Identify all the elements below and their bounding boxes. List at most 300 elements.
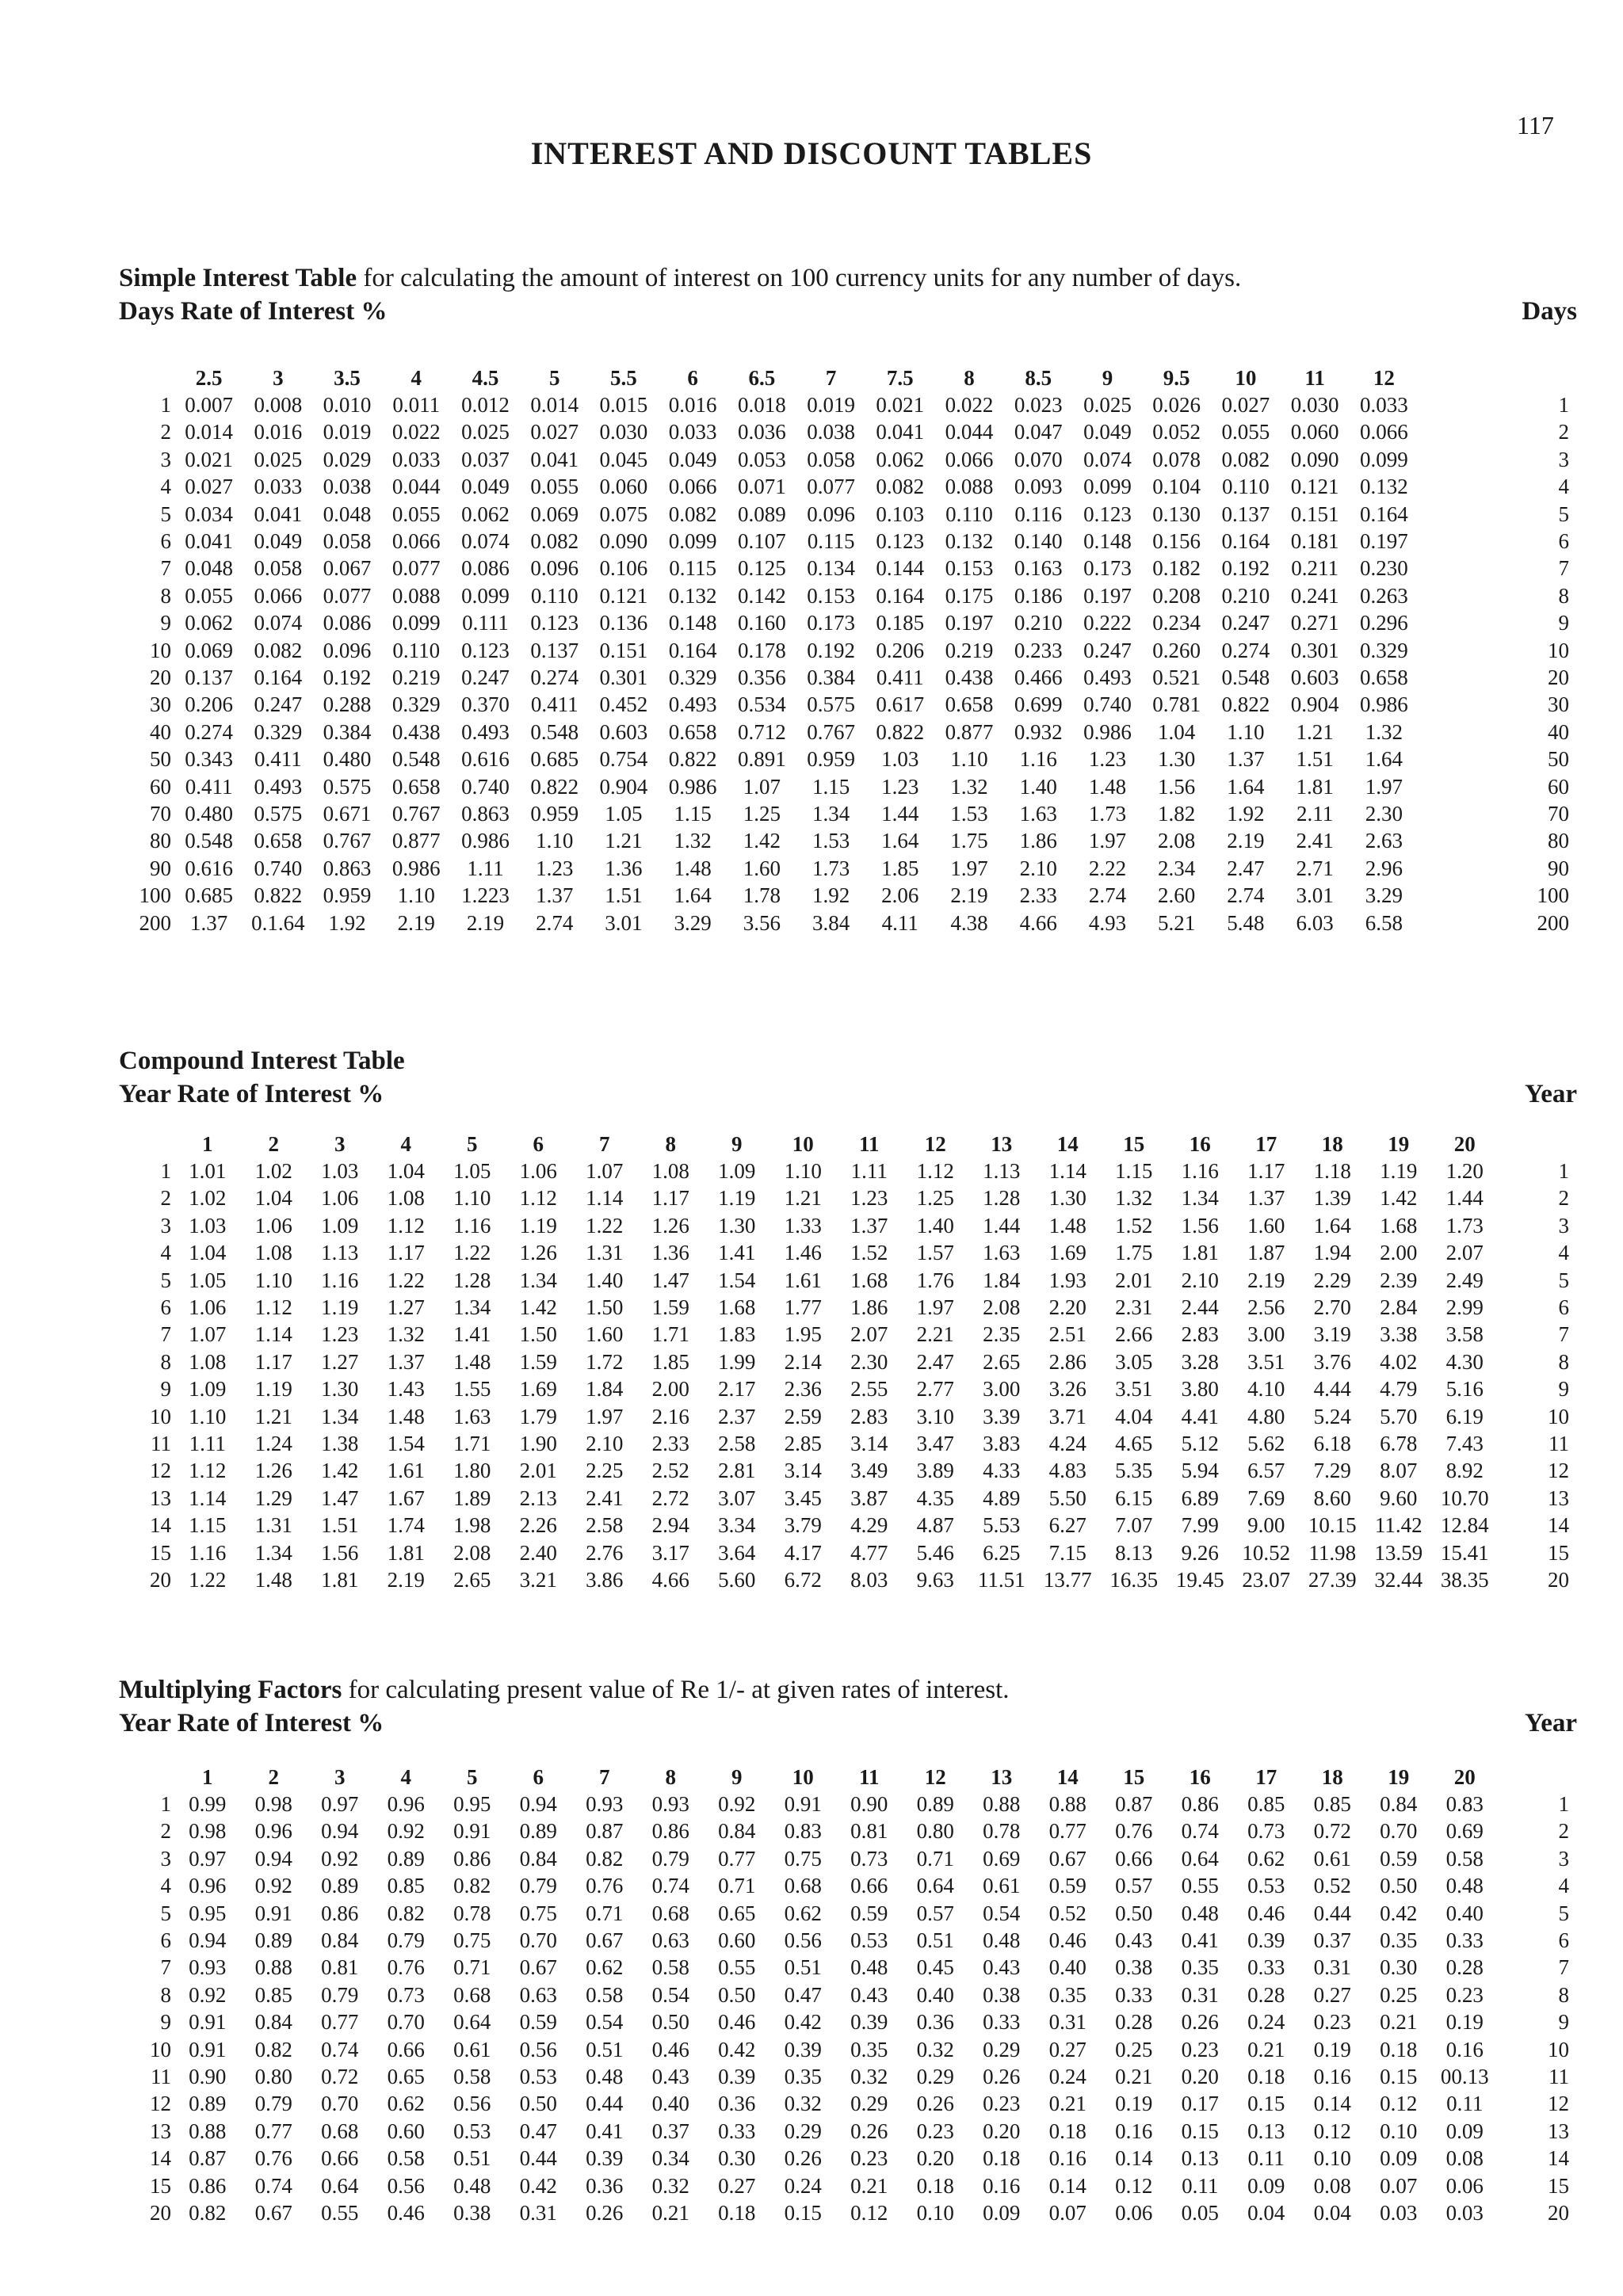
row-label-right: 11 [1549, 1431, 1569, 1455]
table-cell: 1.12 [387, 1213, 425, 1238]
table-row [119, 828, 1569, 855]
table-cell: 0.48 [586, 2064, 624, 2088]
table-cell: 0.197 [945, 611, 994, 635]
table-cell: 0.44 [519, 2146, 557, 2171]
table-cell: 6.58 [1365, 910, 1403, 935]
present-value-subtitle [119, 1707, 1577, 1740]
table-cell: 1.32 [1365, 719, 1403, 744]
table-cell: 0.26 [784, 2146, 822, 2171]
row-label: 30 [150, 692, 171, 717]
table-cell: 0.137 [1221, 502, 1270, 526]
table-cell: 0.75 [519, 1901, 557, 1925]
table-cell: 0.40 [1048, 1955, 1086, 1980]
table-cell: 1.30 [321, 1377, 359, 1402]
row-label-right: 4 [1558, 475, 1569, 499]
table-cell: 1.14 [1048, 1159, 1086, 1184]
rate-header: 10 [1235, 365, 1257, 390]
table-cell: 0.94 [254, 1846, 292, 1871]
rate-header: 13 [991, 1764, 1013, 1789]
table-cell: 0.85 [1313, 1792, 1351, 1817]
table-cell: 19.45 [1175, 1567, 1224, 1592]
row-label-right: 10 [1548, 1404, 1569, 1428]
table-cell: 0.59 [850, 1901, 888, 1925]
row-label: 5 [160, 502, 171, 526]
table-row [119, 1158, 1569, 1184]
table-cell: 0.052 [1152, 420, 1201, 444]
table-cell: 2.56 [1247, 1295, 1285, 1320]
table-cell: 0.86 [321, 1901, 359, 1925]
row-label-right: 7 [1558, 1322, 1569, 1347]
table-cell: 1.17 [254, 1349, 292, 1374]
table-cell: 3.51 [1247, 1349, 1285, 1374]
table-cell: 0.107 [737, 529, 786, 554]
table-cell: 0.21 [1048, 2092, 1086, 2116]
table-cell: 0.329 [254, 719, 303, 744]
table-cell: 2.74 [1088, 883, 1127, 908]
table-cell: 0.05 [1181, 2200, 1219, 2225]
table-cell: 1.37 [536, 883, 574, 908]
table-cell: 0.110 [1222, 475, 1270, 499]
table-cell: 1.10 [189, 1404, 227, 1428]
table-cell: 0.43 [850, 1982, 888, 2007]
table-cell: 0.086 [461, 556, 510, 581]
table-cell: 0.04 [1313, 2200, 1351, 2225]
table-cell: 2.30 [850, 1349, 888, 1374]
table-cell: 2.63 [1365, 829, 1403, 853]
table-cell: 3.17 [651, 1540, 689, 1565]
table-cell: 0.23 [850, 2146, 888, 2171]
row-label: 5 [160, 1901, 171, 1925]
table-row [119, 1791, 1569, 1817]
row-label: 9 [160, 1377, 171, 1402]
row-label-right: 6 [1558, 1295, 1569, 1320]
table-cell: 0.13 [1247, 2119, 1285, 2143]
table-cell: 0.84 [1380, 1792, 1418, 1817]
rate-header: 8.5 [1025, 365, 1052, 390]
table-cell: 0.81 [321, 1955, 359, 1980]
table-cell: 0.047 [1014, 420, 1063, 444]
table-cell: 0.88 [189, 2119, 227, 2143]
table-cell: 3.49 [850, 1459, 888, 1483]
table-cell: 0.50 [1115, 1901, 1153, 1925]
table-cell: 1.47 [651, 1268, 689, 1292]
table-cell: 0.29 [983, 2037, 1021, 2061]
table-cell: 0.329 [391, 692, 441, 717]
table-cell: 0.115 [669, 556, 717, 581]
table-cell: 0.93 [189, 1955, 227, 1980]
table-cell: 0.153 [807, 583, 855, 608]
row-label: 200 [139, 910, 171, 935]
table-cell: 0.671 [323, 801, 372, 826]
rate-header: 5 [467, 1764, 478, 1789]
row-label-right: 7 [1558, 1955, 1569, 1980]
table-cell: 0.288 [323, 692, 372, 717]
table-cell: 0.130 [1152, 502, 1201, 526]
table-cell: 1.18 [1313, 1159, 1351, 1184]
table-cell: 0.053 [737, 447, 786, 471]
header-spacer [1419, 364, 1569, 391]
table-cell: 1.94 [1313, 1241, 1351, 1265]
table-cell: 0.91 [189, 2010, 227, 2035]
table-cell: 4.02 [1380, 1349, 1418, 1374]
table-cell: 0.301 [599, 665, 648, 689]
table-cell: 4.77 [850, 1540, 888, 1565]
table-cell: 0.92 [321, 1846, 359, 1871]
table-cell: 0.45 [916, 1955, 954, 1980]
table-cell: 1.28 [983, 1186, 1021, 1211]
table-cell: 0.75 [784, 1846, 822, 1871]
table-cell: 2.83 [850, 1404, 888, 1428]
table-cell: 8.03 [850, 1567, 888, 1592]
table-cell: 0.863 [461, 801, 510, 826]
table-cell: 0.197 [1359, 529, 1408, 554]
table-cell: 11.42 [1374, 1513, 1423, 1538]
table-cell: 0.94 [519, 1792, 557, 1817]
table-cell: 0.271 [1290, 611, 1339, 635]
row-label-right: 12 [1548, 2092, 1569, 2116]
rate-header: 3.5 [334, 365, 361, 390]
table-cell: 0.093 [1014, 475, 1063, 499]
table-cell: 0.20 [916, 2146, 954, 2171]
table-cell: 1.85 [881, 856, 919, 880]
table-row [119, 1267, 1569, 1294]
row-label: 3 [160, 1846, 171, 1871]
table-cell: 0.069 [185, 638, 233, 662]
table-cell: 0.480 [323, 747, 372, 772]
rate-header-row [119, 1764, 1569, 1791]
table-cell: 0.91 [189, 2037, 227, 2061]
table-cell: 1.05 [605, 801, 643, 826]
table-cell: 1.56 [1158, 774, 1196, 799]
table-cell: 0.049 [254, 529, 303, 554]
table-cell: 0.86 [651, 1819, 689, 1844]
table-cell: 1.41 [718, 1241, 756, 1265]
table-cell: 0.31 [519, 2200, 557, 2225]
table-cell: 1.48 [254, 1567, 292, 1592]
table-cell: 0.044 [945, 420, 994, 444]
table-cell: 0.219 [945, 638, 994, 662]
table-cell: 0.074 [461, 529, 510, 554]
table-row [119, 1539, 1569, 1566]
table-cell: 0.57 [1115, 1874, 1153, 1898]
table-cell: 0.142 [737, 583, 786, 608]
rate-header: 9 [731, 1131, 743, 1156]
table-cell: 10.15 [1308, 1513, 1357, 1538]
table-row [119, 637, 1569, 664]
table-cell: 2.72 [651, 1486, 689, 1510]
table-cell: 0.47 [519, 2119, 557, 2143]
table-cell: 1.03 [881, 747, 919, 772]
row-label: 15 [150, 1540, 171, 1565]
table-cell: 0.181 [1290, 529, 1339, 554]
table-cell: 0.026 [1152, 393, 1201, 418]
table-cell: 1.34 [1181, 1186, 1219, 1211]
table-cell: 0.186 [1014, 583, 1063, 608]
row-label: 2 [160, 1186, 171, 1211]
table-cell: 0.35 [850, 2037, 888, 2061]
table-cell: 0.28 [1115, 2010, 1153, 2035]
table-cell: 0.67 [1048, 1846, 1086, 1871]
table-cell: 0.011 [392, 393, 441, 418]
table-cell: 0.72 [321, 2064, 359, 2088]
table-cell: 1.36 [605, 856, 643, 880]
row-label: 4 [160, 475, 171, 499]
table-cell: 0.67 [519, 1955, 557, 1980]
table-cell: 1.04 [387, 1159, 425, 1184]
table-cell: 1.23 [321, 1322, 359, 1347]
table-cell: 1.32 [1115, 1186, 1153, 1211]
table-cell: 0.110 [392, 638, 441, 662]
table-cell: 0.94 [321, 1819, 359, 1844]
table-cell: 0.51 [586, 2037, 624, 2061]
table-cell: 1.12 [189, 1459, 227, 1483]
table-cell: 1.23 [850, 1186, 888, 1211]
table-cell: 1.64 [1365, 747, 1403, 772]
table-cell: 0.027 [530, 420, 579, 444]
table-cell: 1.10 [397, 883, 435, 908]
table-cell: 1.97 [1088, 829, 1127, 853]
table-cell: 0.1.64 [251, 910, 305, 935]
table-cell: 0.66 [1115, 1846, 1153, 1871]
table-cell: 4.04 [1115, 1404, 1153, 1428]
table-cell: 1.93 [1048, 1268, 1086, 1292]
table-cell: 3.19 [1313, 1322, 1351, 1347]
rate-header-row [119, 364, 1569, 391]
table-cell: 2.94 [651, 1513, 689, 1538]
table-cell: 3.26 [1048, 1377, 1086, 1402]
table-cell: 0.132 [945, 529, 994, 554]
rate-header: 7 [599, 1131, 610, 1156]
table-cell: 0.85 [1247, 1792, 1285, 1817]
table-cell: 0.932 [1014, 719, 1063, 744]
table-cell: 2.01 [519, 1459, 557, 1483]
table-cell: 0.37 [1313, 1928, 1351, 1953]
table-cell: 3.80 [1181, 1377, 1219, 1402]
table-cell: 0.96 [387, 1792, 425, 1817]
row-label-right: 90 [1548, 856, 1569, 880]
table-row [119, 2145, 1569, 2172]
table-cell: 0.151 [599, 638, 648, 662]
table-cell: 0.048 [185, 556, 233, 581]
row-label: 4 [160, 1874, 171, 1898]
table-cell: 0.59 [1380, 1846, 1418, 1871]
table-cell: 1.06 [321, 1186, 359, 1211]
table-cell: 1.47 [321, 1486, 359, 1510]
row-label: 11 [151, 1431, 171, 1455]
table-cell: 0.82 [453, 1874, 491, 1898]
table-cell: 0.066 [945, 447, 994, 471]
table-cell: 0.767 [807, 719, 855, 744]
table-cell: 0.31 [1313, 1955, 1351, 1980]
table-cell: 0.70 [1380, 1819, 1418, 1844]
table-cell: 0.022 [391, 420, 441, 444]
table-cell: 0.03 [1380, 2200, 1418, 2225]
table-row [119, 1212, 1569, 1239]
rate-header: 6.5 [748, 365, 776, 390]
table-cell: 0.53 [850, 1928, 888, 1953]
table-row [119, 1900, 1569, 1927]
table-cell: 1.17 [651, 1186, 689, 1211]
table-cell: 7.15 [1048, 1540, 1086, 1565]
rate-header: 5 [467, 1131, 478, 1156]
table-cell: 0.863 [323, 856, 372, 880]
table-cell: 0.019 [807, 393, 855, 418]
table-row [119, 1376, 1569, 1403]
table-cell: 0.066 [668, 475, 717, 499]
table-cell: 1.32 [950, 774, 988, 799]
table-cell: 2.10 [1019, 856, 1057, 880]
table-cell: 2.65 [453, 1567, 491, 1592]
table-cell: 0.25 [1115, 2037, 1153, 2061]
table-cell: 0.411 [185, 774, 233, 799]
table-cell: 2.08 [453, 1540, 491, 1565]
table-cell: 2.83 [1181, 1322, 1219, 1347]
table-cell: 0.099 [668, 529, 717, 554]
table-cell: 0.51 [916, 1928, 954, 1953]
table-cell: 00.13 [1440, 2064, 1489, 2088]
row-label: 12 [150, 1459, 171, 1483]
table-cell: 0.140 [1014, 529, 1063, 554]
table-cell: 1.60 [743, 856, 781, 880]
row-label-right: 50 [1548, 747, 1569, 772]
table-cell: 1.12 [916, 1159, 954, 1184]
table-cell: 0.32 [784, 2092, 822, 2116]
rate-header: 5 [548, 365, 560, 390]
table-cell: 0.77 [321, 2010, 359, 2035]
table-cell: 1.97 [950, 856, 988, 880]
table-cell: 0.041 [254, 502, 303, 526]
table-cell: 0.56 [519, 2037, 557, 2061]
row-label: 14 [150, 1513, 171, 1538]
table-cell: 0.32 [651, 2173, 689, 2198]
table-cell: 1.19 [519, 1213, 557, 1238]
table-cell: 1.15 [189, 1513, 227, 1538]
table-cell: 0.071 [737, 475, 786, 499]
table-cell: 0.39 [850, 2010, 888, 2035]
table-cell: 1.09 [189, 1377, 227, 1402]
table-cell: 3.29 [674, 910, 712, 935]
table-cell: 0.077 [807, 475, 855, 499]
table-cell: 0.211 [1291, 556, 1338, 581]
table-cell: 0.98 [254, 1792, 292, 1817]
table-cell: 0.84 [519, 1846, 557, 1871]
table-cell: 0.616 [461, 747, 510, 772]
table-cell: 0.891 [737, 747, 786, 772]
table-cell: 0.91 [254, 1901, 292, 1925]
table-cell: 1.68 [718, 1295, 756, 1320]
table-cell: 1.23 [881, 774, 919, 799]
table-cell: 0.35 [784, 2064, 822, 2088]
table-cell: 6.18 [1313, 1431, 1351, 1455]
table-cell: 0.025 [254, 447, 303, 471]
table-cell: 2.47 [916, 1349, 954, 1374]
table-cell: 1.77 [784, 1295, 822, 1320]
table-cell: 1.06 [189, 1295, 227, 1320]
row-label: 9 [160, 611, 171, 635]
table-row [119, 855, 1569, 882]
rate-header: 20 [1453, 1131, 1476, 1156]
table-cell: 0.51 [784, 1955, 822, 1980]
table-cell: 0.230 [1359, 556, 1408, 581]
table-cell: 0.123 [1083, 502, 1132, 526]
table-cell: 0.95 [189, 1901, 227, 1925]
table-cell: 0.986 [391, 856, 441, 880]
table-cell: 6.27 [1048, 1513, 1086, 1538]
row-label: 6 [160, 529, 171, 554]
table-cell: 0.754 [599, 747, 648, 772]
table-row [119, 2118, 1569, 2145]
table-cell: 2.19 [397, 910, 435, 935]
row-label-right: 2 [1558, 420, 1569, 444]
table-cell: 0.781 [1152, 692, 1201, 717]
table-cell: 0.037 [461, 447, 510, 471]
table-cell: 0.021 [185, 447, 233, 471]
table-cell: 0.164 [1359, 502, 1408, 526]
table-cell: 1.37 [189, 910, 228, 935]
table-cell: 1.11 [189, 1431, 226, 1455]
table-cell: 1.48 [1048, 1213, 1086, 1238]
table-cell: 1.38 [321, 1431, 359, 1455]
table-cell: 1.86 [1019, 829, 1057, 853]
table-cell: 1.56 [321, 1540, 359, 1565]
row-label-right: 2 [1558, 1819, 1569, 1844]
table-cell: 1.87 [1247, 1241, 1285, 1265]
table-cell: 0.69 [983, 1846, 1021, 1871]
table-cell: 0.28 [1247, 1982, 1285, 2007]
table-cell: 0.82 [189, 2200, 227, 2225]
table-cell: 1.21 [784, 1186, 822, 1211]
table-cell: 0.23 [1181, 2037, 1219, 2061]
table-cell: 0.014 [185, 420, 233, 444]
table-cell: 1.03 [321, 1159, 359, 1184]
table-cell: 4.33 [983, 1459, 1021, 1483]
table-cell: 1.12 [519, 1186, 557, 1211]
row-label-right: 20 [1548, 1567, 1569, 1592]
table-cell: 2.19 [1247, 1268, 1285, 1292]
table-cell: 0.411 [530, 692, 579, 717]
table-cell: 1.42 [743, 829, 781, 853]
table-cell: 0.09 [1445, 2119, 1484, 2143]
table-cell: 1.06 [254, 1213, 292, 1238]
table-cell: 3.84 [812, 910, 850, 935]
table-cell: 0.16 [983, 2173, 1021, 2198]
table-cell: 0.090 [1290, 447, 1339, 471]
table-cell: 4.24 [1048, 1431, 1086, 1455]
table-row [119, 555, 1569, 582]
table-cell: 0.125 [737, 556, 786, 581]
table-cell: 1.09 [718, 1159, 756, 1184]
rate-header: 3 [334, 1764, 346, 1789]
table-cell: 0.493 [1083, 665, 1132, 689]
table-cell: 0.13 [1181, 2146, 1219, 2171]
table-cell: 2.77 [916, 1377, 954, 1402]
table-cell: 1.30 [718, 1213, 756, 1238]
table-row [119, 391, 1569, 418]
table-cell: 0.049 [461, 475, 510, 499]
row-label-right: 5 [1558, 502, 1569, 526]
rate-header-row [119, 1131, 1569, 1158]
table-cell: 2.58 [718, 1431, 756, 1455]
table-cell: 9.63 [916, 1567, 954, 1592]
table-cell: 0.96 [189, 1874, 227, 1898]
row-label-right: 9 [1558, 611, 1569, 635]
table-cell: 3.45 [784, 1486, 822, 1510]
table-cell: 1.81 [321, 1567, 359, 1592]
table-row [119, 1512, 1569, 1539]
table-cell: 6.25 [983, 1540, 1021, 1565]
table-cell: 0.40 [916, 1982, 954, 2007]
table-cell: 1.34 [519, 1268, 557, 1292]
